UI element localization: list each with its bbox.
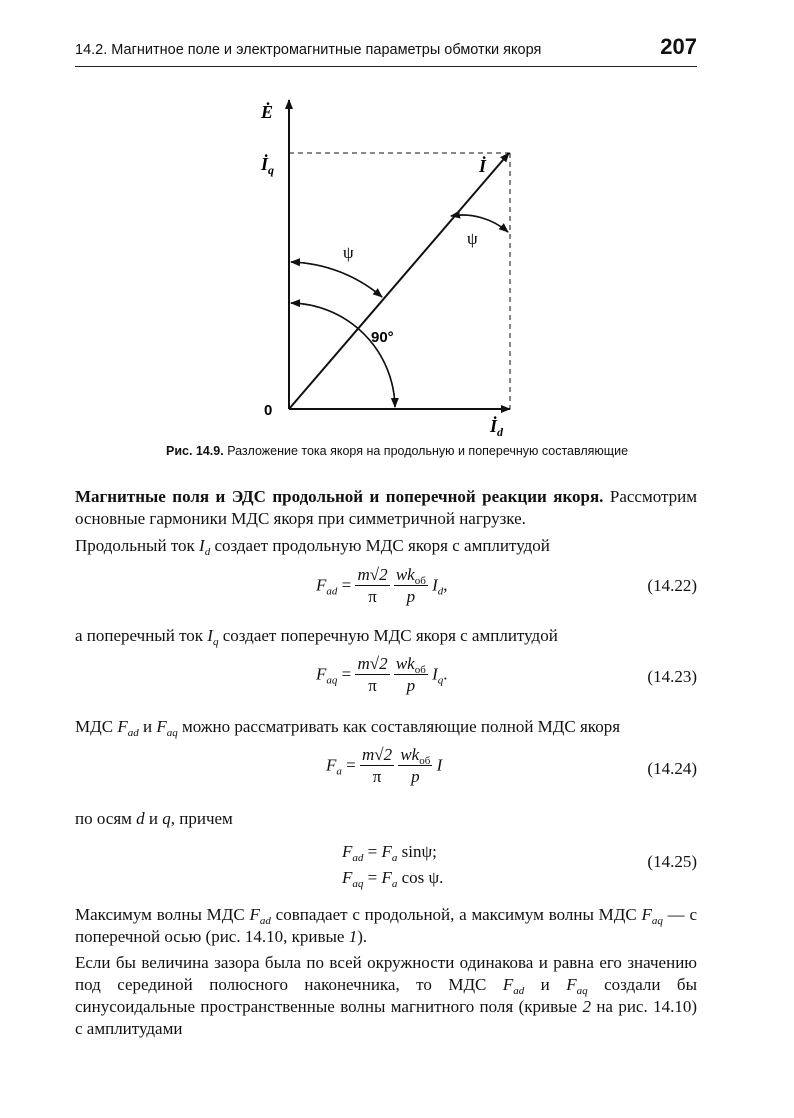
figure-caption [0,444,794,458]
e25-l2-fn: cos ψ. [397,868,444,887]
e24-num2-sub: об [419,755,431,767]
e23-lhs: F [316,664,327,684]
equation-14-24 [326,745,442,788]
p6-a: Максимум волны МДС [75,905,250,924]
e24-eq: = [341,755,360,775]
e24-den1: π [372,767,382,786]
p6-v2: F [641,905,652,924]
section-heading: Магнитные поля и ЭДС продольной и поперечной реакции якоря. [75,487,604,506]
p6-c: ). [357,927,368,946]
paragraph-4 [75,716,697,738]
e24-tail: I [436,755,443,775]
eqnum-14-24: (14.24) [647,759,697,778]
p7-num: 2 [582,997,591,1016]
e22-num1: m√2 [357,565,388,584]
p6-b: — с поперечной осью (рис. 14.10, кривые [75,905,698,946]
p5-mid: и [144,809,163,828]
p7-s1: ad [513,985,525,997]
e24-num1: m√2 [361,745,393,764]
e25-l2-lhs: F [342,868,353,887]
equation-14-23 [316,654,448,697]
e22-eq: = [337,575,356,595]
p7-v1: F [502,975,514,994]
e23-num1: m√2 [357,654,388,673]
p7-c: на рис. 14.10) с амплитудами [75,997,697,1038]
e24-lhs: F [326,755,337,775]
p1-text: Рассмотрим основные гармоники МДС якоря при симметричной нагрузке. [75,487,697,528]
paragraph-1 [75,486,697,530]
e25-l1-eq: = [363,842,382,861]
label-zero: 0 [264,402,273,419]
p4-v2: F [156,717,167,736]
caption-text: Разложение тока якоря на продольную и поперечную составляющие [223,444,629,458]
paragraph-6 [75,904,697,948]
e25-l1-lhs: F [342,842,353,861]
e22-num2: wk [395,565,415,584]
p6-v1: F [249,905,260,924]
p4-s1: ad [127,727,139,739]
psi-arc-left [291,262,382,297]
p5-a: по осям [75,809,137,828]
e23-lhs-sub: aq [326,674,338,687]
e22-num2-sub: об [414,575,426,587]
page-number: 207 [660,34,697,59]
e23-tail-sub: q [437,674,444,687]
e22-tail-sub: d [437,585,444,598]
e22-lhs: F [316,575,327,595]
header-title: 14.2. Магнитное поле и электромагнитные параметры обмотки якоря [75,42,542,58]
e23-den1: π [368,676,377,695]
p7-s2: aq [576,985,588,997]
eqnum-14-25: (14.25) [647,852,697,871]
p6-s2: aq [651,915,663,927]
p7-mid: и [524,975,567,994]
p2-var: I [199,536,205,555]
p3-b: создает поперечную МДС якоря с амплитудой [218,626,558,645]
p4-mid: и [138,717,157,736]
p7-b: создали бы синусоидальные пространственные волны магнитного поля (кривые [75,975,697,1016]
p7-a: Если бы величина зазора была по всей окружности одинакова и равна его значению под серединой полюсного наконечника, то МДС [75,953,697,994]
paragraph-5 [75,808,697,830]
e23-tail: I [432,664,438,684]
equation-14-25 [342,839,443,891]
e23-den2: p [406,676,416,695]
p2-sub: d [204,546,211,558]
p3-sub: q [212,636,219,648]
p3-a: а поперечный ток [75,626,208,645]
e25-l1-rsub: a [391,852,398,864]
caption-prefix: Рис. 14.9. [165,444,224,458]
e22-den1: π [368,587,377,606]
paragraph-3 [75,625,697,647]
e25-l2-sub: aq [352,878,364,890]
label-I: İ [479,156,487,176]
label-Iq: $İ_q$ [261,154,275,177]
eqnum-14-23: (14.23) [647,667,697,686]
p2-b: создает продольную МДС якоря с амплитудой [210,536,550,555]
p4-a: МДС [75,717,118,736]
p6-mid: совпадает с продольной, а максимум волны МДС [270,905,642,924]
label-psi-left: ψ [343,243,354,262]
e23-num2: wk [395,654,415,673]
e25-l2-rsub: a [391,878,398,890]
eqnum-14-22: (14.22) [647,576,697,595]
label-Id: $İ_d$ [490,416,504,439]
p5-b: , причем [170,809,233,828]
p6-s1: ad [259,915,271,927]
e23-num2-sub: об [414,664,426,676]
current-vector [289,153,509,409]
p3-var: I [207,626,213,645]
p4-v1: F [117,717,128,736]
e22-den2: p [406,587,416,606]
e25-line2 [342,865,443,891]
vector-diagram [0,0,794,440]
p5-q: q [162,809,171,828]
e22-end: , [443,575,448,595]
paragraph-2 [75,535,697,557]
e25-l1-rhs: F [381,842,392,861]
equation-14-22 [316,565,448,608]
e25-l1-sub: ad [352,852,364,864]
p5-d: d [136,809,145,828]
e25-l2-rhs: F [381,868,392,887]
p7-v2: F [566,975,577,994]
label-psi-right: ψ [467,229,478,248]
e23-end: . [443,664,448,684]
e25-line1 [342,839,443,865]
p2-a: Продольный ток [75,536,200,555]
paragraph-7 [75,952,697,1040]
label-E: Ė [261,102,274,122]
e22-lhs-sub: ad [326,585,338,598]
p6-num: 1 [348,927,358,946]
e25-l2-eq: = [363,868,382,887]
p4-s2: aq [166,727,178,739]
e23-eq: = [337,664,356,684]
label-90: 90° [371,329,394,346]
e22-tail: I [432,575,438,595]
p4-b: можно рассматривать как составляющие полной МДС якоря [177,717,621,736]
e24-num2: wk [400,745,420,764]
e24-den2: p [411,767,420,786]
e24-lhs-sub: a [336,765,342,778]
e25-l1-fn: sinψ; [397,842,437,861]
